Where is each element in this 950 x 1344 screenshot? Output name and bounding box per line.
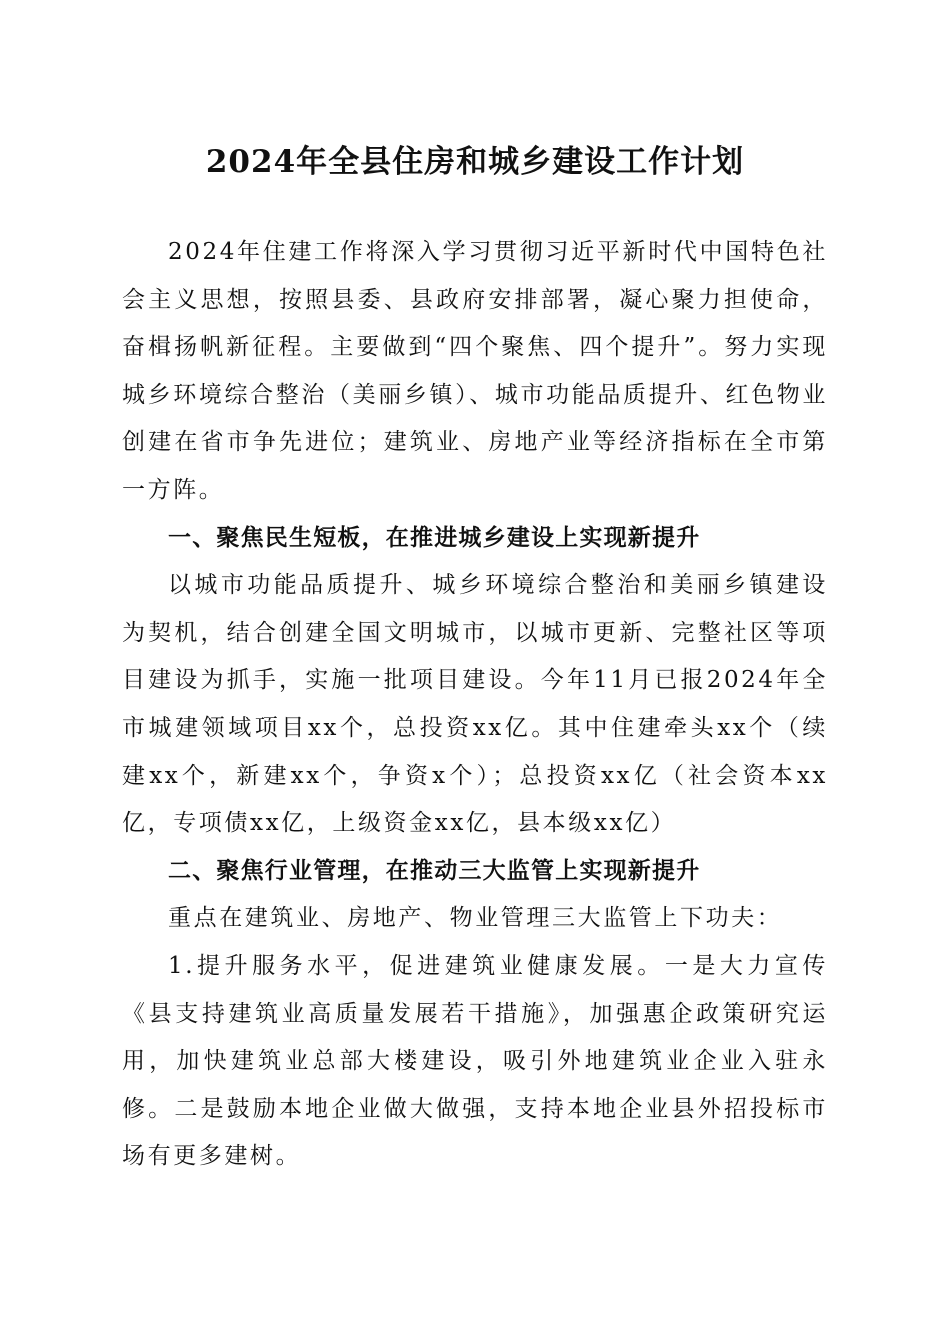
- section-1-heading: 一、聚焦民生短板，在推进城乡建设上实现新提升: [168, 524, 701, 551]
- intro-paragraph: 2024年住建工作将深入学习贯彻习近平新时代中国特色社会主义思想，按照县委、县政府安排部署，凝心聚力担使命，奋楫扬帆新征程。主要做到“四个聚焦、四个提升”。努力实现城乡环境综合整治（美丽乡镇）、城市功能品质提升、红色物业创建在省市争先进位；建筑业、房地产业等经济指标在全市第一方阵。: [122, 239, 828, 503]
- document-title: 2024年全县住房和城乡建设工作计划: [205, 144, 745, 180]
- section-2-item-1: 1.提升服务水平，促进建筑业健康发展。一是大力宣传《县支持建筑业高质量发展若干措施》，加强惠企政策研究运用，加快建筑业总部大楼建设，吸引外地建筑业企业入驻永修。二是鼓励本地企业做大做强，支持本地企业县外招投标市场有更多建树。: [122, 952, 828, 1170]
- document-body: [122, 229, 828, 1181]
- section-1-paragraph: 以城市功能品质提升、城乡环境综合整治和美丽乡镇建设为契机，结合创建全国文明城市，以城市更新、完整社区等项目建设为抓手，实施一批项目建设。今年11月已报2024年全市城建领域项目xx个，总投资xx亿。其中住建牵头xx个（续建xx个，新建xx个，争资x个）；总投资xx亿（社会资本xx亿，专项债xx亿，上级资金xx亿，县本级xx亿）: [122, 572, 828, 837]
- section-2-paragraph: 重点在建筑业、房地产、物业管理三大监管上下功夫：: [168, 905, 783, 932]
- section-2-heading: 二、聚焦行业管理，在推动三大监管上实现新提升: [168, 857, 701, 884]
